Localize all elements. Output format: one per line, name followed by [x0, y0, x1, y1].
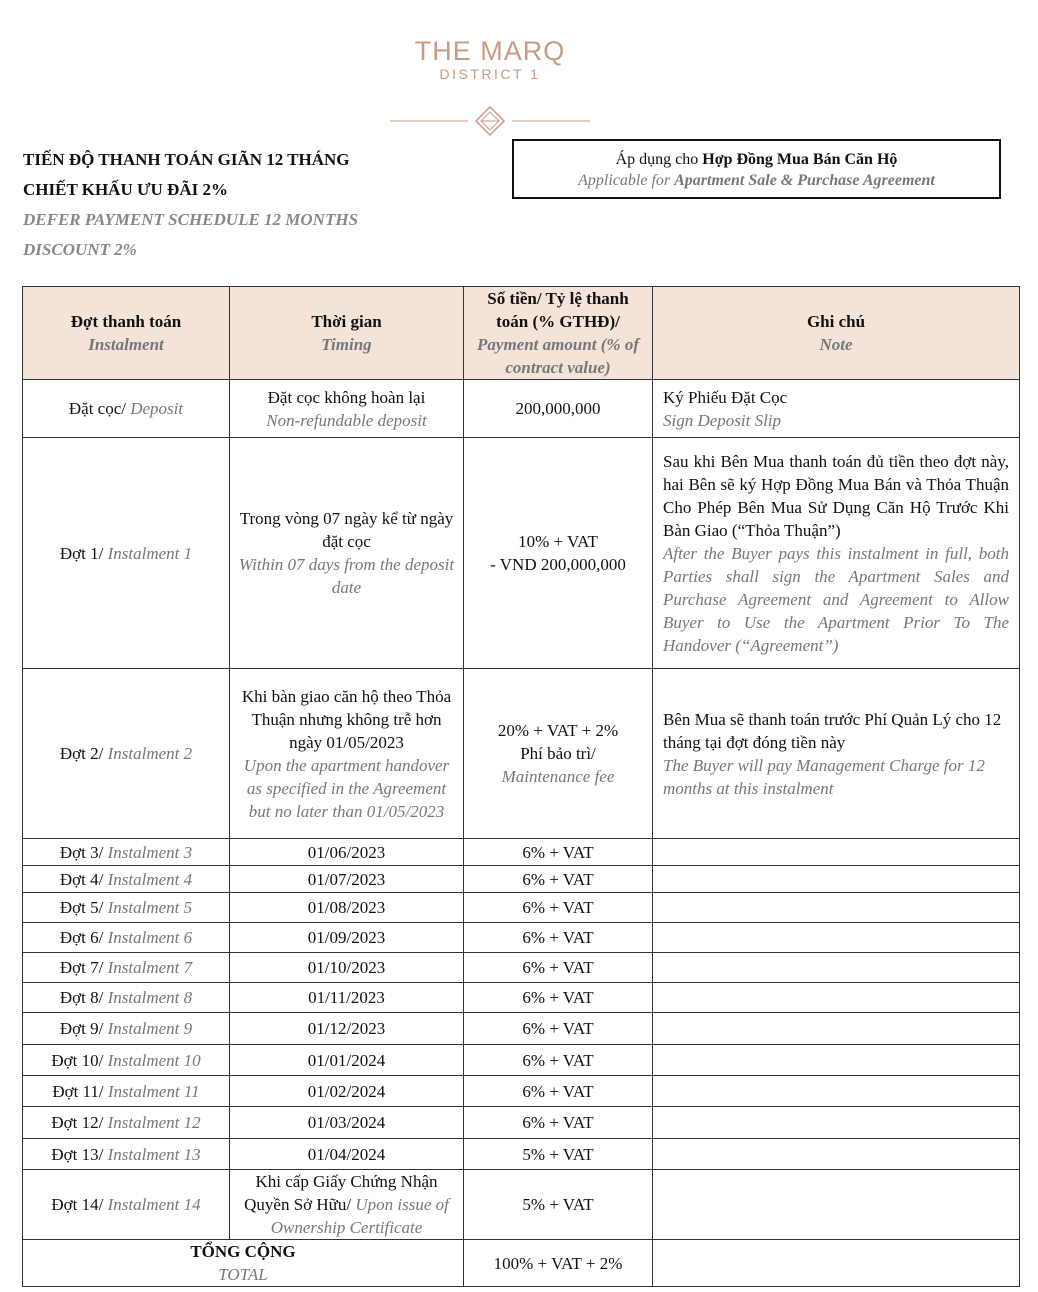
cell-label: Đợt 8/ Instalment 8 [23, 983, 230, 1013]
cell-timing: 01/07/2023 [230, 866, 464, 893]
cell-timing: 01/10/2023 [230, 953, 464, 983]
table-row [23, 1107, 1020, 1139]
table-row [23, 866, 1020, 893]
cell-note [653, 893, 1020, 923]
cell-timing: Trong vòng 07 ngày kể từ ngày đặt cọc Within 07 days from the deposit date [230, 438, 464, 669]
cell-note [653, 1107, 1020, 1139]
document-heading [23, 145, 503, 265]
cell-note [653, 953, 1020, 983]
cell-note [653, 1045, 1020, 1076]
cell-amount: 6% + VAT [464, 893, 653, 923]
cell-timing: Đặt cọc không hoàn lại Non-refundable deposit [230, 380, 464, 438]
cell-amount: 6% + VAT [464, 866, 653, 893]
cell-timing: 01/06/2023 [230, 839, 464, 866]
heading-en-line1: DEFER PAYMENT SCHEDULE 12 MONTHS [23, 210, 359, 229]
cell-note [653, 1240, 1020, 1287]
cell-amount: 6% + VAT [464, 1076, 653, 1107]
table-row-instalment-2 [23, 669, 1020, 839]
cell-amount: 6% + VAT [464, 1045, 653, 1076]
cell-note: Sau khi Bên Mua thanh toán đủ tiền theo đợt này, hai Bên sẽ ký Hợp Đồng Mua Bán và Thỏa Thuận Cho Phép Bên Mua Sử Dụng Căn Hộ Trước Khi Bàn Giao (“Thỏa Thuận”) After the Buyer pays this instalment in full, both Parties shall sign the Apartment Sales and Purchase Agreement and Agreement to Allow Buyer to Use the Apartment Prior To The Handover (“Agreement”) [653, 438, 1020, 669]
cell-timing: 01/08/2023 [230, 893, 464, 923]
cell-note [653, 1076, 1020, 1107]
cell-timing: 01/02/2024 [230, 1076, 464, 1107]
cell-timing: 01/12/2023 [230, 1013, 464, 1045]
cell-amount: 6% + VAT [464, 983, 653, 1013]
cell-total-amount: 100% + VAT + 2% [464, 1240, 653, 1287]
header-amount: Số tiền/ Tỷ lệ thanh toán (% GTHĐ)/ Payment amount (% of contract value) [464, 287, 653, 380]
cell-total-label: TỔNG CỘNG TOTAL [23, 1240, 464, 1287]
cell-label: Đợt 5/ Instalment 5 [23, 893, 230, 923]
cell-amount: 6% + VAT [464, 1013, 653, 1045]
heading-vi-line1: TIẾN ĐỘ THANH TOÁN GIÃN 12 THÁNG [23, 150, 350, 169]
cell-amount: 5% + VAT [464, 1170, 653, 1240]
cell-label: Đợt 9/ Instalment 9 [23, 1013, 230, 1045]
cell-note [653, 983, 1020, 1013]
cell-label: Đợt 2/ Instalment 2 [23, 669, 230, 839]
applies-to-box [512, 139, 1001, 199]
cell-label: Đợt 12/ Instalment 12 [23, 1107, 230, 1139]
cell-label: Đợt 11/ Instalment 11 [23, 1076, 230, 1107]
cell-amount: 10% + VAT - VND 200,000,000 [464, 438, 653, 669]
cell-timing: Khi bàn giao căn hộ theo Thỏa Thuận nhưng không trễ hơn ngày 01/05/2023 Upon the apartment handover as specified in the Agreement but no later than 01/05/2023 [230, 669, 464, 839]
applies-vi: Áp dụng cho Hợp Đồng Mua Bán Căn Hộ [615, 151, 898, 168]
table-row-total [23, 1240, 1020, 1287]
cell-amount: 20% + VAT + 2% Phí bảo trì/ Maintenance fee [464, 669, 653, 839]
cell-amount: 6% + VAT [464, 953, 653, 983]
logo-subtitle: DISTRICT 1 [439, 66, 541, 82]
cell-note [653, 839, 1020, 866]
cell-note [653, 1170, 1020, 1240]
table-row [23, 839, 1020, 866]
applies-en: Applicable for Apartment Sale & Purchase Agreement [578, 172, 935, 189]
cell-amount: 6% + VAT [464, 1107, 653, 1139]
table-row [23, 893, 1020, 923]
cell-amount: 6% + VAT [464, 839, 653, 866]
table-row [23, 953, 1020, 983]
cell-label: Đợt 13/ Instalment 13 [23, 1139, 230, 1170]
cell-label: Đợt 1/ Instalment 1 [23, 438, 230, 669]
cell-timing: 01/09/2023 [230, 923, 464, 953]
table-row [23, 923, 1020, 953]
cell-label: Đợt 3/ Instalment 3 [23, 839, 230, 866]
cell-note [653, 923, 1020, 953]
cell-label: Đợt 14/ Instalment 14 [23, 1170, 230, 1240]
brand-logo [380, 36, 600, 146]
cell-amount: 6% + VAT [464, 923, 653, 953]
table-row [23, 1139, 1020, 1170]
cell-timing: 01/03/2024 [230, 1107, 464, 1139]
table-row-deposit [23, 380, 1020, 438]
table-row [23, 1013, 1020, 1045]
table-header-row [23, 287, 1020, 380]
cell-timing: Khi cấp Giấy Chứng Nhận Quyền Sở Hữu/ Upon issue of Ownership Certificate [230, 1170, 464, 1240]
cell-timing: 01/11/2023 [230, 983, 464, 1013]
table-row [23, 1045, 1020, 1076]
cell-amount: 200,000,000 [464, 380, 653, 438]
cell-label: Đợt 6/ Instalment 6 [23, 923, 230, 953]
table-row [23, 1076, 1020, 1107]
payment-schedule-table [22, 286, 1020, 1287]
cell-note: Bên Mua sẽ thanh toán trước Phí Quản Lý cho 12 tháng tại đợt đóng tiền này The Buyer will pay Management Charge for 12 months at this instalment [653, 669, 1020, 839]
logo-diamond-icon [390, 106, 590, 136]
cell-label: Đợt 7/ Instalment 7 [23, 953, 230, 983]
cell-note: Ký Phiếu Đặt Cọc Sign Deposit Slip [653, 380, 1020, 438]
cell-note [653, 1139, 1020, 1170]
cell-label: Đợt 10/ Instalment 10 [23, 1045, 230, 1076]
cell-amount: 5% + VAT [464, 1139, 653, 1170]
table-row-instalment-1 [23, 438, 1020, 669]
header-note: Ghi chú Note [653, 287, 1020, 380]
cell-label: Đợt 4/ Instalment 4 [23, 866, 230, 893]
heading-vi-line2: CHIẾT KHẤU ƯU ĐÃI 2% [23, 180, 228, 199]
logo-name: THE MARQ [414, 36, 566, 66]
cell-note [653, 866, 1020, 893]
cell-label: Đặt cọc/ Deposit [23, 380, 230, 438]
cell-timing: 01/04/2024 [230, 1139, 464, 1170]
cell-note [653, 1013, 1020, 1045]
cell-timing: 01/01/2024 [230, 1045, 464, 1076]
table-row-instalment-14 [23, 1170, 1020, 1240]
header-instalment: Đợt thanh toán Instalment [23, 287, 230, 380]
heading-en-line2: DISCOUNT 2% [23, 240, 137, 259]
table-row [23, 983, 1020, 1013]
header-timing: Thời gian Timing [230, 287, 464, 380]
